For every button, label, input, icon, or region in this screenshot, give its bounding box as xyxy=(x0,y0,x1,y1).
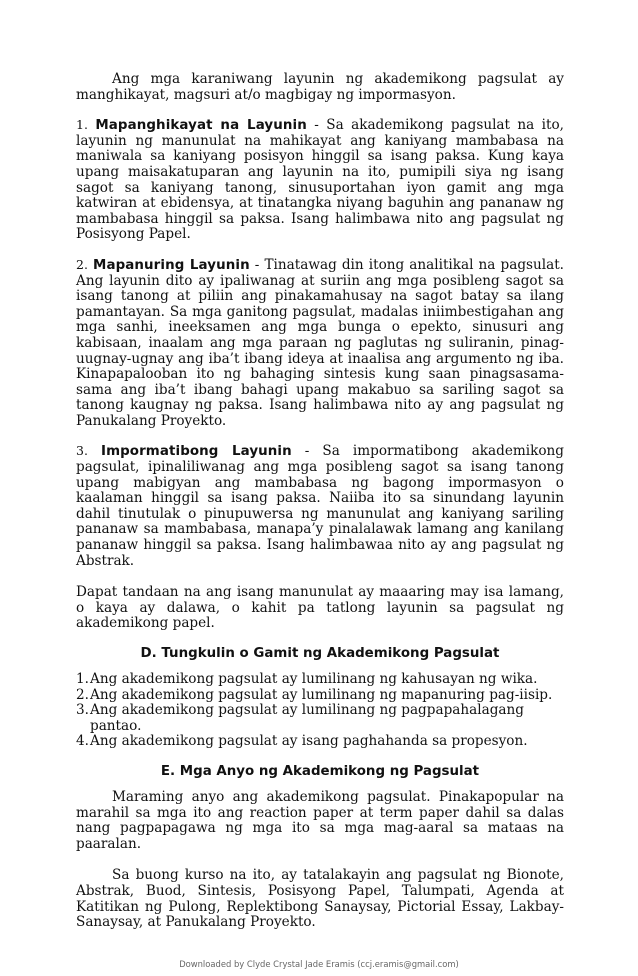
purpose-number: 3. xyxy=(76,443,88,459)
list-item-text: Ang akademikong pagsulat ay lumilinang ng mapanuring pag-iisip. xyxy=(90,686,553,703)
list-item-number: 3. xyxy=(76,702,89,719)
list-item-number: 4. xyxy=(76,733,89,750)
purpose-text: - Sa akademikong pagsulat na ito, layunin ng manunulat na mahikayat ang kaniyang mambabasa na maniwala sa kaniyang posisyon hinggil sa isang paksa. Kung kaya upang maisakatuparan ang layunin na ito, pumipili siya ng isang sagot sa kaniyang tanong, sinusuportahan iyon gamit ang mga katwiran at ebidensya, at tinatangka niyang baguhin ang pananaw ng mambabasa hinggil sa paksa. Isang halimbawa nito ang pagsulat ng Posisyong Papel. xyxy=(76,117,564,243)
section-d-list xyxy=(76,672,564,750)
section-e-paragraph-1: Maraming anyo ang akademikong pagsulat. Pinakapopular na marahil sa mga ito ang reaction paper at term paper dahil sa dalas nang pagpapagawa ng mga ito sa mga mag-aaral sa mataas na paaralan. xyxy=(76,788,564,852)
list-item-text: Ang akademikong pagsulat ay isang paghahanda sa propesyon. xyxy=(90,733,528,750)
purpose-number: 1. xyxy=(76,117,88,133)
purpose-paragraph-2 xyxy=(76,257,564,430)
list-item xyxy=(76,672,564,688)
list-item-number: 1. xyxy=(76,671,89,687)
purpose-paragraph-1 xyxy=(76,117,564,243)
section-d-heading: D. Tungkulin o Gamit ng Akademikong Pagsulat xyxy=(140,646,500,661)
list-item xyxy=(76,734,564,750)
purpose-text: - Tinatawag din itong analitikal na pagsulat. Ang layunin dito ay ipaliwanag at suriin ang mga posibleng sagot sa isang tanong at piliin ang pinakamahusay na sagot batay sa ilang pamantayan. Sa mga ganitong pagsulat, madalas iniimbestigahan ang mga sanhi, ineeksamen ang mga bunga o epekto, sinusuri ang kabisaan, inaalam ang mga paraan ng paglutas ng suliranin, pinag-uugnay-ugnay ang iba’t ibang ideya at inaalisa ang argumento ng iba. Kinapapalooban ito ng bahaging sintesis kung saan pinagsasama-sama ang iba’t ibang bahagi upang makabuo sa sariling sagot sa tanong kaugnay ng paksa. Isang halimbawa nito ay ang pagsulat ng Panukalang Proyekto. xyxy=(76,256,564,429)
purpose-term: Mapanghikayat na Layunin xyxy=(95,118,307,134)
list-item-text: Ang akademikong pagsulat ay lumilinang ng pagpapahalagang pantao. xyxy=(90,702,524,734)
list-item xyxy=(76,688,564,704)
download-footer: Downloaded by Clyde Crystal Jade Eramis (ccj.eramis@gmail.com) xyxy=(179,959,459,969)
purpose-term: Mapanuring Layunin xyxy=(93,257,250,273)
section-e-heading: E. Mga Anyo ng Akademikong ng Pagsulat xyxy=(160,763,480,779)
list-item-text: Ang akademikong pagsulat ay lumilinang ng kahusayan ng wika. xyxy=(90,671,538,687)
purpose-paragraph-3 xyxy=(76,443,564,569)
section-e-paragraph-2: Sa buong kurso na ito, ay tatalakayin ang pagsulat ng Bionote, Abstrak, Buod, Sintesis, Posisyong Papel, Talumpati, Agenda at Katitikan ng Pulong, Replektibong Sanaysay, Pictorial Essay, Lakbay-Sanaysay, at Panukalang Proyekto. xyxy=(76,867,564,931)
list-item xyxy=(76,703,564,734)
list-item-number: 2. xyxy=(76,686,89,703)
intro-paragraph: Ang mga karaniwang layunin ng akademikong pagsulat ay manghikayat, magsuri at/o magbigay ng impormasyon. xyxy=(76,71,564,103)
purpose-text: - Sa impormatibong akademikong pagsulat, ipinaliliwanag ang mga posibleng sagot sa isang tanong upang mabigyan ang mambabasa ng bagong impormasyon o kaalaman hinggil sa isang paksa. Naiiba ito sa sinundang layunin dahil tinutulak o pinupuwersa ng manunulat ang kaniyang sariling pananaw sa mambabasa, manapa’y pinalalawak lamang ang kanilang pananaw hinggil sa paksa. Isang halimbawaa nito ay ang pagsulat ng Abstrak. xyxy=(76,443,564,569)
purpose-term: Impormatibong Layunin xyxy=(100,444,292,460)
page-content xyxy=(76,72,564,931)
note-paragraph: Dapat tandaan na ang isang manunulat ay maaaring may isa lamang, o kaya ay dalawa, o kahit pa tatlong layunin sa pagsulat ng akademikong papel. xyxy=(76,584,564,632)
purpose-number: 2. xyxy=(76,256,88,272)
